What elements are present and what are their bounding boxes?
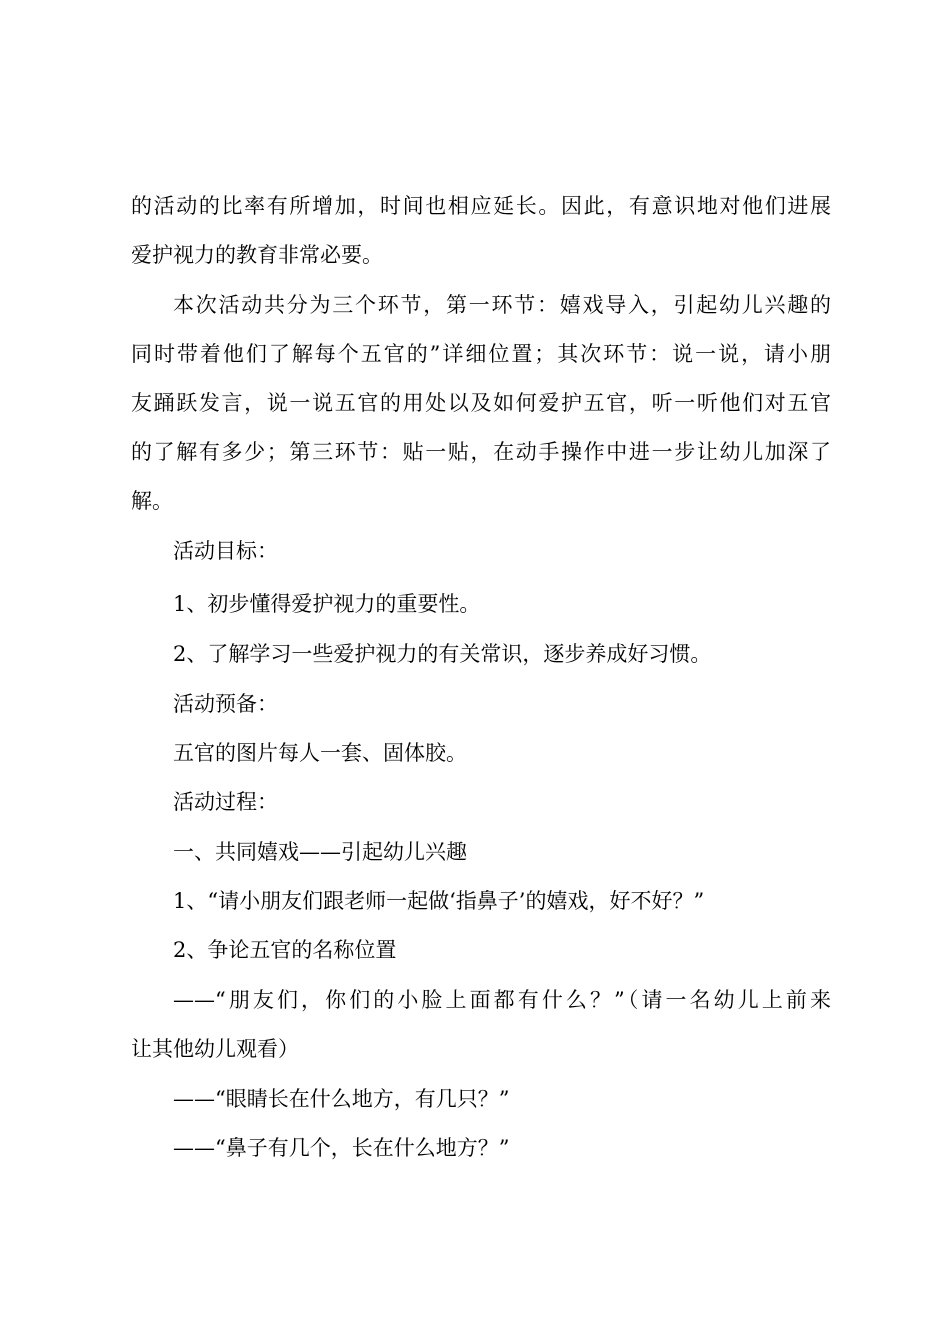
dialogue-question-eyes <box>131 1075 873 1124</box>
list-item-goal-2 <box>131 630 873 679</box>
text-line: 让其他幼儿观看） <box>131 1037 299 1061</box>
text-line: 活动目标： <box>173 539 278 563</box>
list-item-step-2 <box>131 926 873 975</box>
text-line: 2、了解学习一些爱护视力的有关常识，逐步养成好习惯。 <box>173 642 712 666</box>
list-item-step-1 <box>131 877 873 926</box>
text-line: ——“鼻子有几个，长在什么地方？” <box>173 1136 510 1160</box>
text-line: 活动过程： <box>173 790 278 814</box>
list-item-goal-1 <box>131 580 873 629</box>
text-line: 1、初步懂得爱护视力的重要性。 <box>173 592 481 616</box>
text-line: 2、争论五官的名称位置 <box>173 938 397 962</box>
text-line: 五官的图片每人一套、固体胶。 <box>173 741 467 765</box>
section-heading-game <box>131 828 873 877</box>
text-line: 的活动的比率有所增加，时间也相应延长。因此，有意识地对他们进展 <box>131 194 831 218</box>
heading-activity-preparation <box>131 680 873 729</box>
text-line: 爱护视力的教育非常必要。 <box>131 243 383 267</box>
paragraph-activity-overview <box>131 281 831 526</box>
text-line: 活动预备： <box>173 692 278 716</box>
text-line: ——“朋友们，你们的小脸上面都有什么？”（请一名幼儿上前来 <box>173 988 831 1012</box>
text-line: 的了解有多少；第三环节：贴一贴，在动手操作中进一步让幼儿加深了 <box>131 440 831 464</box>
paragraph-preparation-materials <box>131 729 873 778</box>
heading-activity-process <box>131 778 873 827</box>
text-line: 1、“请小朋友们跟老师一起做‘指鼻子’的嬉戏，好不好？” <box>173 889 705 913</box>
text-line: 解。 <box>131 489 173 513</box>
text-line: 同时带着他们了解每个五官的”详细位置；其次环节：说一说，请小朋 <box>131 342 831 366</box>
text-line: 一、共同嬉戏——引起幼儿兴趣 <box>173 840 467 864</box>
text-line: 友踊跃发言，说一说五官的用处以及如何爱护五官，听一听他们对五官 <box>131 391 831 415</box>
dialogue-question-nose <box>131 1124 873 1173</box>
text-line: ——“眼睛长在什么地方，有几只？” <box>173 1087 510 1111</box>
text-line: 本次活动共分为三个环节，第一环节：嬉戏导入，引起幼儿兴趣的 <box>173 293 831 317</box>
paragraph-intro-continuation <box>131 182 831 280</box>
heading-activity-goals <box>131 527 873 576</box>
dialogue-question-face <box>131 976 831 1074</box>
